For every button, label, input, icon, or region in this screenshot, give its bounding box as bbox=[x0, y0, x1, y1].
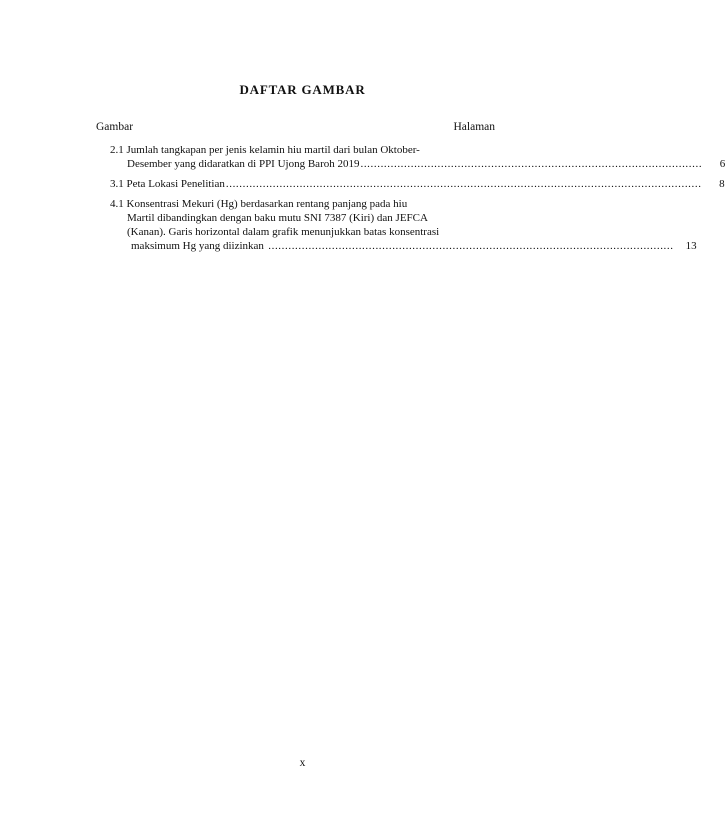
toc-entry-3-1[interactable] bbox=[110, 177, 725, 191]
entry-text-line: Martil dibandingkan dengan baku mutu SNI 7387 (Kiri) dan JEFCA bbox=[127, 212, 428, 224]
page-title: DAFTAR GAMBAR bbox=[239, 82, 366, 97]
toc-entry-4-1[interactable] bbox=[110, 197, 697, 253]
dot-leader: .............................................................................................................................................. bbox=[225, 178, 702, 190]
entry-last-line bbox=[110, 239, 697, 253]
dot-leader: ...................................................................................................... bbox=[360, 158, 703, 170]
entry-text-line: 2.1 Jumlah tangkapan per jenis kelamin hiu martil dari bulan Oktober- bbox=[110, 144, 420, 156]
entry-page-number: 6 bbox=[719, 158, 725, 170]
column-header-page: Halaman bbox=[453, 121, 495, 133]
entry-text-line: maksimum Hg yang diizinkan bbox=[131, 240, 264, 252]
entry-text-line: Desember yang didaratkan di PPI Ujong Baroh 2019 bbox=[127, 158, 360, 170]
toc-entry-2-1[interactable] bbox=[110, 143, 725, 171]
entry-page-number: 13 bbox=[685, 240, 697, 252]
entry-text-line: 4.1 Konsentrasi Mekuri (Hg) berdasarkan rentang panjang pada hiu bbox=[110, 198, 408, 210]
dot-leader: ......................................................................................................................... bbox=[264, 240, 674, 252]
entry-last-line bbox=[110, 177, 725, 191]
column-header-figure: Gambar bbox=[96, 121, 134, 133]
entry-last-line bbox=[110, 157, 725, 171]
entry-page-number: 8 bbox=[719, 178, 725, 190]
entry-text-line: 3.1 Peta Lokasi Penelitian bbox=[110, 178, 225, 190]
entry-text-line: (Kanan). Garis horizontal dalam grafik menunjukkan batas konsentrasi bbox=[127, 226, 440, 238]
footer-page-number: x bbox=[299, 757, 306, 769]
